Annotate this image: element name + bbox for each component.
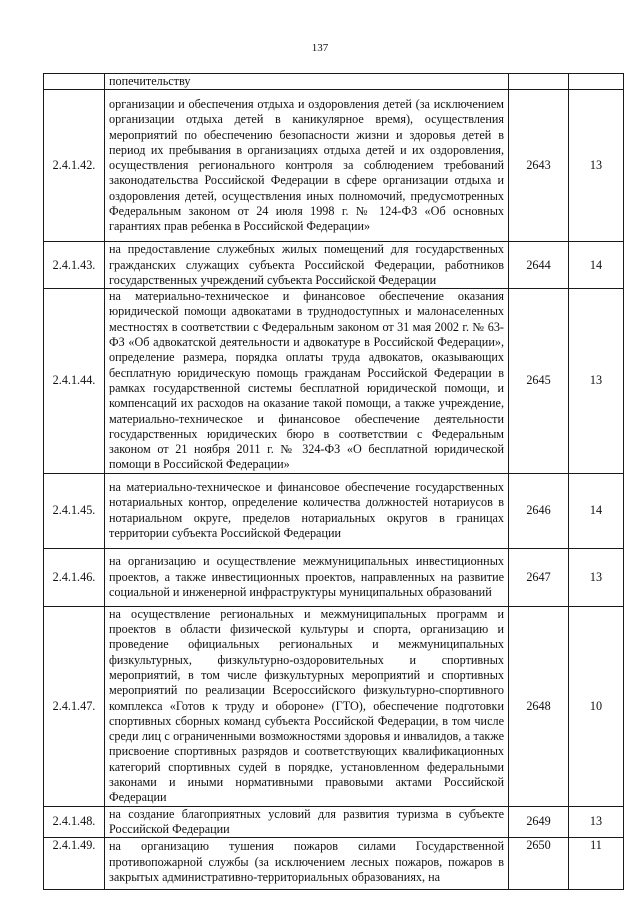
row-text: на создание благоприятных условий для развития туризма в субъекте Российской Федерации xyxy=(105,806,509,838)
row-number: 2.4.1.49. xyxy=(44,838,105,890)
row-value: 10 xyxy=(569,606,624,806)
row-number: 2.4.1.45. xyxy=(44,473,105,548)
row-code: 2650 xyxy=(509,838,569,890)
row-number xyxy=(44,74,105,90)
row-code: 2643 xyxy=(509,90,569,242)
row-number: 2.4.1.43. xyxy=(44,242,105,289)
row-code: 2649 xyxy=(509,806,569,838)
row-number: 2.4.1.42. xyxy=(44,90,105,242)
row-code: 2644 xyxy=(509,242,569,289)
table-row xyxy=(44,606,624,806)
table-row xyxy=(44,473,624,548)
table-row xyxy=(44,806,624,838)
row-text: на предоставление служебных жилых помещений для государственных гражданских служащих субъекта Российской Федерации, работников государственных учреждений субъекта Российской Федерации xyxy=(105,242,509,289)
row-number: 2.4.1.44. xyxy=(44,289,105,474)
table-row xyxy=(44,838,624,890)
table-row xyxy=(44,74,624,90)
row-value: 13 xyxy=(569,548,624,606)
row-text: попечительству xyxy=(105,74,509,90)
row-value: 14 xyxy=(569,242,624,289)
page-number: 137 xyxy=(311,42,329,54)
row-text: на материально-техническое и финансовое обеспечение оказания юридической помощи адвокатами в труднодоступных и малонаселенных местностях в соответствии с Федеральным законом от 31 мая 2002 г. № 63-ФЗ «Об адвокатской деятельности и адвокатуре в Российской Федерации», определение размера, порядка оплаты труда адвокатов, оказывающих бесплатную юридическую помощь гражданам Российской Федерации в рамках государственной системы бесплатной юридической помощи, и компенсаций их расходов на оказание такой помощи, а также учреждение, материально-техническое и финансовое обеспечение деятельности государственных юридических бюро в соответствии с Федеральным законом от 21 ноября 2011 г. № 324-ФЗ «О бесплатной юридической помощи в Российской Федерации» xyxy=(105,289,509,474)
row-value: 13 xyxy=(569,289,624,474)
table-row xyxy=(44,289,624,474)
row-number: 2.4.1.47. xyxy=(44,606,105,806)
row-value: 13 xyxy=(569,90,624,242)
row-text: на организацию и осуществление межмуниципальных инвестиционных проектов, а также инвестиционных проектов, направленных на развитие социальной и инженерной инфраструктуры муниципальных образований xyxy=(105,548,509,606)
row-code: 2647 xyxy=(509,548,569,606)
row-text: на материально-техническое и финансовое обеспечение государственных нотариальных контор, определение количества должностей нотариусов в нотариальном округе, пределов нотариальных округов в границах территории субъекта Российской Федерации xyxy=(105,473,509,548)
row-code xyxy=(509,74,569,90)
row-code: 2646 xyxy=(509,473,569,548)
table-row xyxy=(44,90,624,242)
table-row xyxy=(44,548,624,606)
row-text: на осуществление региональных и межмуниципальных программ и проектов в области физической культуры и спорта, организацию и проведение официальных региональных и межмуниципальных физкультурных, физкультурно-оздоровительных и спортивных мероприятий, в том числе физкультурных мероприятий и спортивных мероприятий по реализации Всероссийского физкультурно-спортивного комплекса «Готов к труду и обороне» (ГТО), обеспечение подготовки спортивных сборных команд субъекта Российской Федерации, в том числе среди лиц с ограниченными возможностями здоровья и инвалидов, а также присвоение спортивных разрядов и соответствующих квалификационных категорий спортивных судей в порядке, установленном федеральными законами и иными нормативными правовыми актами Российской Федерации xyxy=(105,606,509,806)
row-code: 2645 xyxy=(509,289,569,474)
row-text: на организацию тушения пожаров силами Государственной противопожарной службы (за исключением лесных пожаров, пожаров в закрытых административно-территориальных образованиях, на xyxy=(105,838,509,890)
row-code: 2648 xyxy=(509,606,569,806)
document-table xyxy=(43,73,624,890)
row-value: 14 xyxy=(569,473,624,548)
row-value: 13 xyxy=(569,806,624,838)
row-number: 2.4.1.46. xyxy=(44,548,105,606)
table-row xyxy=(44,242,624,289)
row-value xyxy=(569,74,624,90)
row-text: организации и обеспечения отдыха и оздоровления детей (за исключением организации отдыха детей в каникулярное время), осуществления мероприятий по обеспечению безопасности жизни и здоровья детей в период их пребывания в организациях отдыха детей и их оздоровления, осуществления регионального контроля за соблюдением требований законодательства Российской Федерации в сфере организации отдыха и оздоровления детей, осуществления иных полномочий, предусмотренных Федеральным законом от 24 июля 1998 г. № 124-ФЗ «Об основных гарантиях прав ребенка в Российской Федерации» xyxy=(105,90,509,242)
row-number: 2.4.1.48. xyxy=(44,806,105,838)
row-value: 11 xyxy=(569,838,624,890)
